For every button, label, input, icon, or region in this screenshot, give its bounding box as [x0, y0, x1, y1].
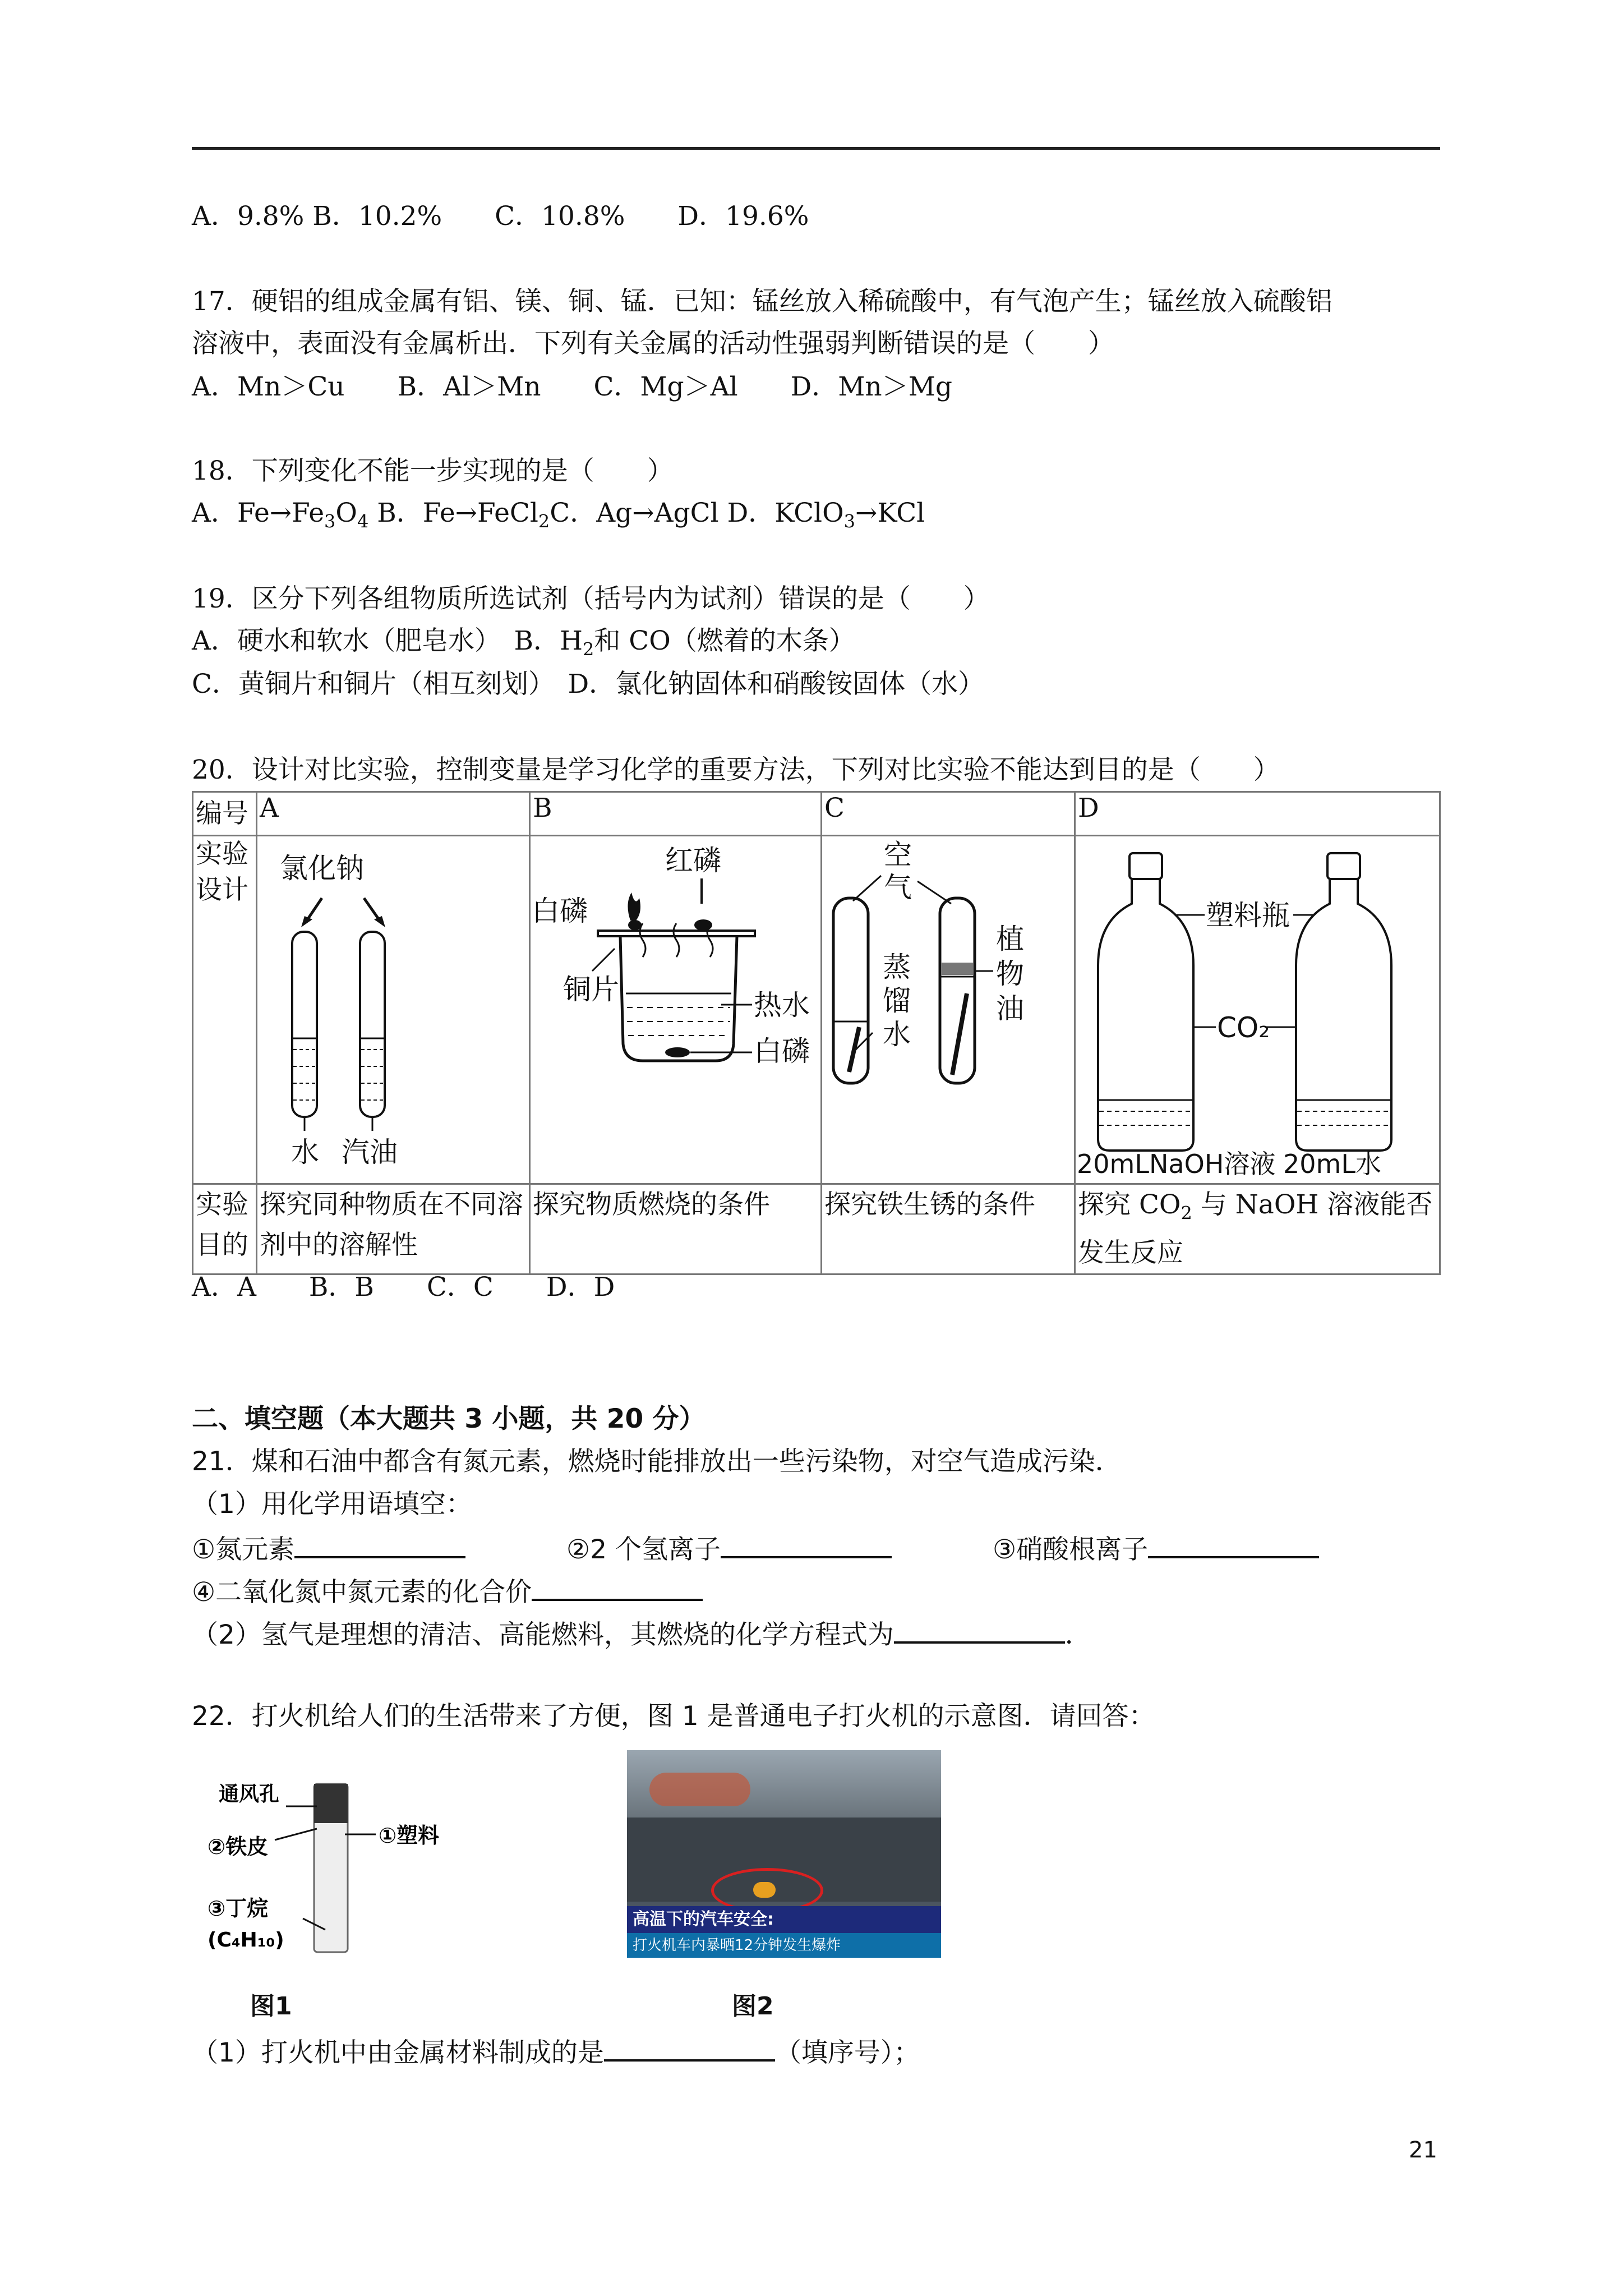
purpose-d: 探究 $CO_2$ 与 NaOH 溶液能否发生反应: [1075, 1184, 1440, 1274]
label-butane: ③丁烷: [208, 1896, 269, 1921]
arrowhead-left: [301, 916, 312, 927]
q17-stem-1: 17．硬铝的组成金属有铝、镁、铜、锰．已知：锰丝放入稀硫酸中，有气泡产生；锰丝放入硫酸铝: [192, 286, 1332, 317]
arrow-left: [307, 898, 322, 921]
bottle-cap-left: [1129, 853, 1162, 879]
label-nacl: 氯化钠: [280, 852, 364, 885]
bottle-left: [1098, 879, 1193, 1151]
copper-plate: [598, 931, 755, 936]
q22-stem: 22．打火机给人们的生活带来了方便，图 1 是普通电子打火机的示意图．请回答：: [192, 1701, 1155, 1732]
q20-stem: 20．设计对比实验，控制变量是学习化学的重要方法，下列对比实验不能达到目的是（ ）: [192, 754, 1280, 785]
col-b: B: [530, 792, 822, 836]
header-rule: [192, 147, 1440, 150]
label-plastic-bottle: 塑料瓶: [1206, 899, 1290, 932]
photo-banner-1: 高温下的汽车安全:: [627, 1906, 941, 1933]
q22-part1: （1）打火机中由金属材料制成的是 （填序号）；: [192, 2033, 920, 2070]
arrowhead-right: [374, 916, 385, 927]
label-oil-3: 油: [996, 992, 1024, 1025]
figure-1-caption: 图1: [250, 1992, 292, 2021]
page-number: 21: [1409, 2137, 1437, 2163]
diagram-d: [1075, 836, 1440, 1184]
label-white-phosphorus-bottom: 白磷: [754, 1035, 810, 1068]
label-butane-formula: (C₄H₁₀): [208, 1929, 284, 1952]
figure-2-caption: 图2: [732, 1992, 774, 2021]
label-gasoline: 汽油: [342, 1136, 398, 1168]
q20-options: A．A B．B C．C D．D: [192, 1272, 615, 1303]
q21-part2: （2）氢气是理想的清洁、高能燃料，其燃烧的化学方程式为 ．: [192, 1616, 1091, 1652]
q18-options: A．$Fe\to Fe_3O_4$ B．Fe→FeCl$_2$C．Ag→AgCl D．KClO$_3$→KCl: [192, 498, 925, 532]
diagram-a: [257, 836, 530, 1184]
q21-valence: ④二氧化氮中氮元素的化合价: [192, 1573, 703, 1609]
photo-banner-2: 打火机车内暴晒12分钟发生爆炸: [627, 1933, 941, 1958]
blank-nitrogen[interactable]: [294, 1530, 465, 1558]
figure-1-lighter: [208, 1778, 477, 1975]
q21-stem: 21．煤和石油中都含有氮元素，燃烧时能排放出一些污染物，对空气造成污染．: [192, 1446, 1122, 1477]
label-white-phosphorus-top: 白磷: [532, 895, 588, 927]
label-hot-water: 热水: [754, 989, 810, 1022]
label-water: 水: [291, 1136, 319, 1168]
col-a: A: [257, 792, 530, 836]
q17-stem-2: 溶液中，表面没有金属析出．下列有关金属的活动性强弱判断错误的是（ ）: [192, 328, 1114, 359]
figure-2-photo: [627, 1750, 941, 1958]
q19-options-ab: A．硬水和软水（肥皂水） B．$H_2$和 CO（燃着的木条）: [192, 625, 855, 660]
label-oil-2: 物: [996, 958, 1024, 990]
label-vent: 通风孔: [219, 1783, 280, 1806]
label-distilled-3: 水: [883, 1018, 911, 1051]
label-iron-sheet: ②铁皮: [208, 1834, 269, 1859]
q19-stem: 19．区分下列各组物质所选试剂（括号内为试剂）错误的是（ ）: [192, 583, 990, 614]
diagram-c: [822, 836, 1075, 1184]
label-distilled-2: 馏: [883, 984, 911, 1017]
q16-options: A．9.8% B．10.2% C．10.8% D．19.6%: [192, 201, 809, 232]
blank-valence[interactable]: [532, 1573, 703, 1601]
q18-stem: 18．下列变化不能一步实现的是（ ）: [192, 455, 674, 486]
section-2-title: 二、填空题（本大题共 3 小题，共 20 分）: [192, 1404, 706, 1434]
purpose-a: 探究同种物质在不同溶剂中的溶解性: [257, 1184, 530, 1274]
col-c: C: [822, 792, 1075, 836]
purpose-label: 实验目的: [193, 1184, 257, 1274]
bottle-cap-right: [1327, 853, 1360, 879]
label-oil-1: 植: [996, 923, 1024, 955]
design-label: 实验设计: [193, 836, 257, 1184]
q20-table: [192, 791, 1441, 1275]
blank-nitrate-ion[interactable]: [1148, 1530, 1319, 1558]
label-plastic: ①塑料: [379, 1823, 440, 1848]
blank-hydrogen-ions[interactable]: [721, 1530, 892, 1558]
arrow-right: [364, 898, 380, 921]
q19-options-cd: C．黄铜片和铜片（相互刻划） D．氯化钠固体和硝酸铵固体（水）: [192, 669, 985, 700]
diagram-b: [530, 836, 822, 1184]
q21-part1: （1）用化学用语填空：: [192, 1489, 472, 1520]
bottle-right: [1296, 879, 1391, 1151]
label-air-1: 空: [884, 839, 912, 871]
label-air-2: 气: [884, 871, 912, 904]
label-red-phosphorus: 红磷: [665, 844, 721, 877]
iron-nail-right: [952, 993, 967, 1075]
blank-equation[interactable]: [894, 1616, 1065, 1644]
label-water-d: 20mL水: [1283, 1149, 1381, 1176]
purpose-b: 探究物质燃烧的条件: [530, 1184, 822, 1274]
header-label: 编号: [193, 792, 257, 836]
purpose-c: 探究铁生锈的条件: [822, 1184, 1075, 1274]
q17-options: A．Mn＞Cu B．Al＞Mn C．Mg＞Al D．Mn＞Mg: [192, 371, 952, 402]
flame-icon: [628, 892, 640, 921]
label-co2: CO₂: [1217, 1011, 1270, 1044]
blank-metal-parts[interactable]: [604, 2033, 775, 2062]
beaker: [620, 936, 737, 1061]
label-distilled-1: 蒸: [883, 951, 911, 983]
iron-nail-left: [849, 1027, 859, 1072]
label-naoh: 20mLNaOH溶液: [1077, 1149, 1276, 1176]
label-copper: 铜片: [563, 973, 619, 1006]
q21-blanks-row: ①氮元素 ②2 个氢离子 ③硝酸根离子: [192, 1530, 1319, 1567]
tube-gasoline: [360, 932, 385, 1117]
col-d: D: [1075, 792, 1440, 836]
